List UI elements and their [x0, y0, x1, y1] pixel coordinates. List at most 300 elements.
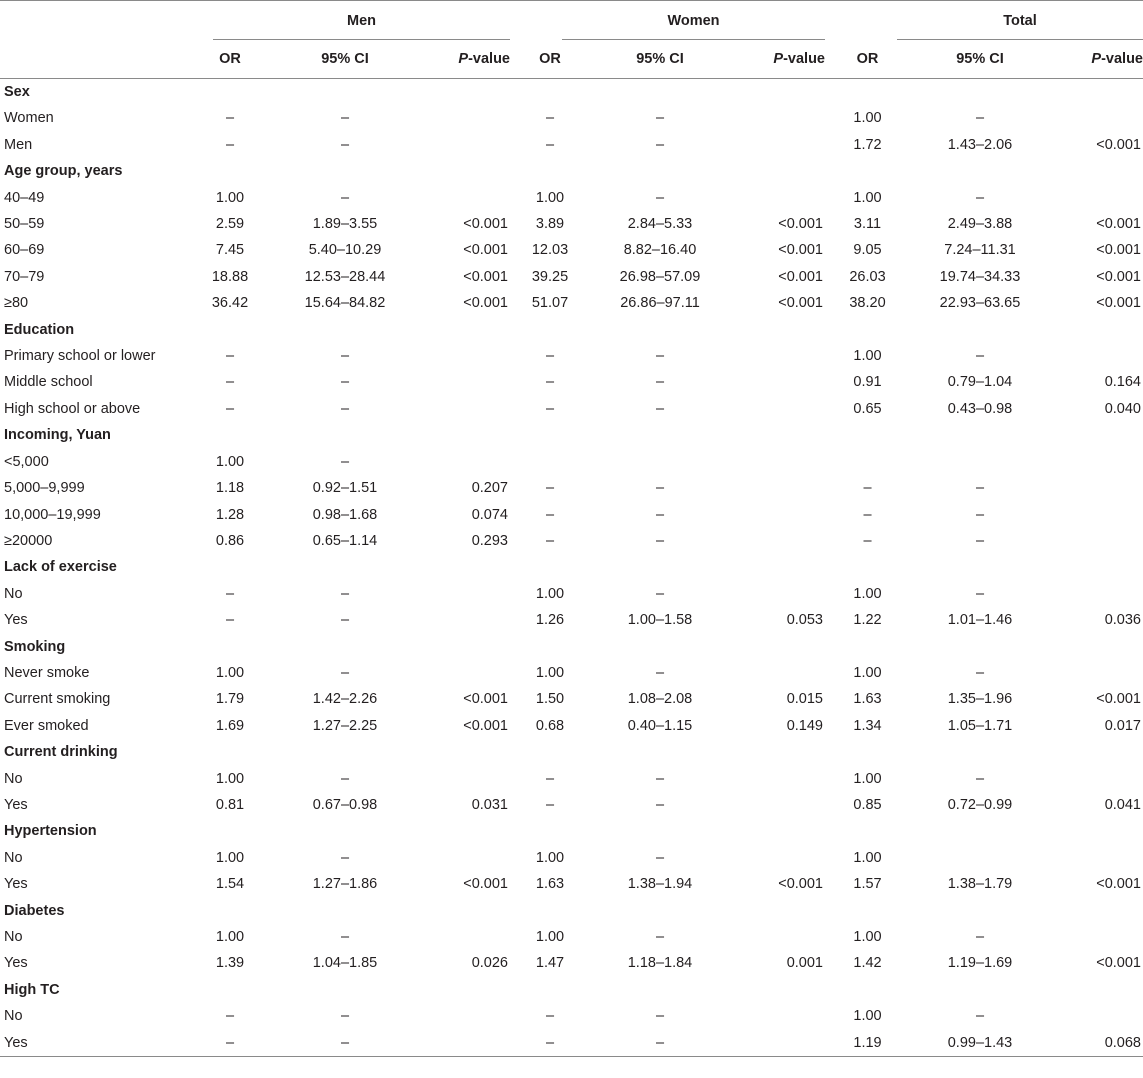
or-value: 1.00 [535, 664, 565, 681]
or-value: 1.00 [853, 110, 882, 127]
p-value [1050, 924, 1143, 950]
empty-cell [730, 158, 825, 184]
empty-cell [825, 422, 910, 448]
empty-cell [415, 422, 510, 448]
row-label: No [4, 1008, 23, 1025]
row-label: Men [4, 136, 33, 153]
table-row [0, 607, 1143, 633]
p-value [415, 449, 510, 475]
row-label: 50–59 [4, 216, 45, 233]
section-label: Diabetes [4, 902, 65, 919]
empty-cell [1050, 554, 1143, 580]
section-row [0, 739, 1143, 765]
header-ci: 95% CI [275, 40, 415, 79]
row-label: Yes [4, 612, 28, 629]
p-value [415, 369, 510, 395]
ci-value: – [655, 585, 665, 602]
empty-cell [275, 818, 415, 844]
section-label: Current drinking [4, 744, 118, 761]
section-label: Age group, years [4, 163, 123, 180]
p-value: <0.001 [1096, 691, 1141, 708]
ci-value [910, 449, 1050, 475]
row-label: Middle school [4, 374, 93, 391]
ci-value: – [340, 348, 350, 365]
p-value [415, 845, 510, 871]
table-row [0, 924, 1143, 950]
ci-value: – [975, 348, 985, 365]
ci-value: – [975, 770, 985, 787]
or-value: 1.50 [535, 691, 565, 708]
ci-value: 0.99–1.43 [910, 1030, 1050, 1057]
header-or: OR [825, 40, 910, 79]
p-value: 0.036 [1104, 612, 1141, 629]
ci-value: 2.84–5.33 [627, 216, 693, 233]
or-value: – [545, 1008, 555, 1025]
empty-cell [1050, 634, 1143, 660]
ci-value: – [340, 1008, 350, 1025]
row-label: No [4, 929, 23, 945]
p-value: 0.026 [471, 955, 508, 972]
table-row [0, 502, 1143, 528]
p-value [415, 607, 510, 633]
empty-cell [510, 422, 590, 448]
ci-value: – [975, 532, 985, 549]
or-value: – [225, 400, 235, 417]
p-value [415, 1003, 510, 1029]
ci-value: – [275, 1030, 415, 1057]
p-value: <0.001 [463, 216, 508, 233]
or-value: 1.28 [215, 506, 245, 523]
p-value: <0.001 [778, 295, 823, 312]
empty-cell [590, 554, 730, 580]
ci-value: 7.24–11.31 [944, 242, 1016, 259]
ci-value: 1.08–2.08 [627, 691, 693, 708]
or-value: 1.34 [853, 717, 882, 734]
ci-value: 5.40–10.29 [308, 242, 382, 259]
or-value: 1.47 [535, 955, 565, 972]
p-value: <0.001 [1096, 242, 1141, 259]
empty-cell [910, 317, 1050, 343]
p-value [415, 924, 510, 950]
p-value [730, 924, 825, 950]
table-row [0, 185, 1143, 211]
p-value: <0.001 [778, 876, 823, 893]
or-value: 1.00 [853, 1008, 882, 1025]
table-row [0, 449, 1143, 475]
or-value: 1.00 [853, 189, 882, 206]
p-value [730, 396, 825, 422]
or-value: 3.89 [535, 216, 565, 233]
p-value [730, 132, 825, 158]
or-value: – [545, 136, 555, 153]
p-value [730, 449, 825, 475]
or-value: – [510, 1030, 590, 1057]
or-value: 1.39 [215, 955, 245, 972]
ci-value: – [655, 374, 665, 391]
or-value: 38.20 [849, 295, 886, 312]
empty-cell [910, 898, 1050, 924]
p-value: 0.041 [1104, 796, 1141, 813]
or-value: 1.69 [215, 717, 245, 734]
or-value: – [863, 480, 872, 497]
or-value: – [545, 110, 555, 127]
empty-cell [1050, 79, 1143, 106]
empty-cell [415, 977, 510, 1003]
header-ci: 95% CI [590, 40, 730, 79]
p-value [730, 343, 825, 369]
ci-value: – [655, 480, 665, 497]
p-value [1050, 475, 1143, 501]
empty-cell [510, 79, 590, 106]
or-value: 26.03 [849, 268, 886, 285]
empty-cell [825, 739, 910, 765]
p-value: <0.001 [1096, 876, 1141, 893]
empty-cell [275, 977, 415, 1003]
ci-value: 1.01–1.46 [947, 612, 1013, 629]
table-row [0, 264, 1143, 290]
section-row [0, 317, 1143, 343]
empty-cell [590, 317, 730, 343]
empty-cell [185, 977, 275, 1003]
or-value: 1.54 [215, 876, 245, 893]
group-header-women: Women [510, 1, 825, 41]
row-label: Yes [0, 1030, 185, 1057]
empty-cell [185, 634, 275, 660]
table-row [0, 713, 1143, 739]
or-value: – [545, 400, 555, 417]
row-label: 60–69 [4, 242, 45, 259]
p-value: 0.031 [471, 796, 508, 813]
p-value: 0.293 [471, 532, 508, 549]
or-value: – [545, 480, 555, 497]
ci-value: – [655, 189, 665, 206]
ci-value: 0.40–1.15 [627, 717, 693, 734]
or-value: 1.00 [853, 664, 882, 681]
empty-cell [510, 898, 590, 924]
header-or: OR [510, 40, 590, 79]
p-value: <0.001 [778, 216, 823, 233]
or-value: – [545, 374, 555, 391]
row-label: ≥80 [4, 295, 29, 312]
ci-value: – [340, 664, 350, 681]
section-label: Lack of exercise [4, 559, 117, 576]
or-value: 0.68 [535, 717, 565, 734]
p-value [730, 660, 825, 686]
or-value: – [225, 348, 235, 365]
empty-cell [590, 422, 730, 448]
empty-cell [415, 158, 510, 184]
ci-value: – [975, 664, 985, 681]
row-label: No [4, 585, 23, 602]
group-header-total: Total [825, 1, 1143, 41]
ci-value: – [655, 770, 665, 787]
empty-cell [1050, 317, 1143, 343]
p-value [415, 105, 510, 131]
ci-value: 1.27–2.25 [312, 717, 378, 734]
or-value: – [545, 770, 555, 787]
empty-cell [510, 818, 590, 844]
or-value: – [545, 506, 555, 523]
empty-cell [415, 317, 510, 343]
p-value [730, 475, 825, 501]
section-row [0, 634, 1143, 660]
empty-cell [730, 317, 825, 343]
p-value: 0.053 [786, 612, 823, 629]
or-value: 1.22 [853, 612, 882, 629]
empty-cell [510, 977, 590, 1003]
row-label: Primary school or lower [4, 348, 156, 365]
or-value: 1.00 [215, 929, 245, 945]
or-value: – [225, 110, 235, 127]
p-value: 0.040 [1104, 400, 1141, 417]
or-value: – [863, 532, 872, 549]
p-value [730, 1003, 825, 1029]
ci-value: – [655, 136, 665, 153]
ci-value: 1.38–1.94 [627, 876, 693, 893]
or-value: 1.00 [853, 770, 882, 787]
p-value [1050, 343, 1143, 369]
p-value: <0.001 [1096, 136, 1141, 153]
p-value [415, 1030, 510, 1057]
empty-cell [415, 739, 510, 765]
empty-cell [730, 818, 825, 844]
p-value [1050, 185, 1143, 211]
ci-value: 1.04–1.85 [312, 955, 378, 972]
empty-cell [275, 158, 415, 184]
empty-cell [825, 977, 910, 1003]
table-row [0, 105, 1143, 131]
or-value [825, 449, 910, 475]
ci-value [590, 449, 730, 475]
ci-value: – [975, 585, 985, 602]
p-value: <0.001 [463, 876, 508, 893]
p-value: 0.001 [786, 955, 823, 972]
p-value [1050, 1003, 1143, 1029]
or-value: 1.00 [215, 770, 245, 787]
ci-value: 0.98–1.68 [312, 506, 378, 523]
section-label: High TC [4, 981, 60, 998]
or-value: 36.42 [211, 295, 249, 312]
empty-cell [910, 634, 1050, 660]
p-value [730, 792, 825, 818]
empty-cell [825, 158, 910, 184]
empty-cell [825, 317, 910, 343]
or-value: 0.91 [853, 374, 882, 391]
p-value: <0.001 [463, 717, 508, 734]
ci-value: 0.65–1.14 [312, 532, 378, 549]
ci-value: – [655, 664, 665, 681]
p-value: <0.001 [1096, 295, 1141, 312]
p-value [415, 185, 510, 211]
empty-cell [825, 898, 910, 924]
header-p: P-value [1050, 40, 1143, 79]
or-value: 1.42 [853, 955, 882, 972]
or-value: 1.57 [853, 876, 882, 893]
ci-value: 26.86–97.11 [620, 295, 700, 312]
p-value [1050, 105, 1143, 131]
ci-value: – [340, 612, 350, 629]
empty-cell [275, 422, 415, 448]
or-value: – [545, 348, 555, 365]
empty-cell [415, 554, 510, 580]
section-row [0, 158, 1143, 184]
header-p: P-value [730, 40, 825, 79]
empty-cell [185, 898, 275, 924]
ci-value: 22.93–63.65 [939, 295, 1021, 312]
row-label: Never smoke [4, 664, 90, 681]
empty-cell [415, 898, 510, 924]
empty-cell [590, 898, 730, 924]
table-row [0, 290, 1143, 316]
empty-cell [510, 554, 590, 580]
or-value: 0.81 [215, 796, 245, 813]
or-value: – [225, 1008, 235, 1025]
or-value: – [863, 506, 872, 523]
ci-value: 1.38–1.79 [947, 876, 1013, 893]
row-label: Current smoking [4, 691, 111, 708]
p-value: <0.001 [463, 268, 508, 285]
table-row [0, 766, 1143, 792]
empty-cell [910, 422, 1050, 448]
empty-cell [510, 158, 590, 184]
or-value: 0.85 [853, 796, 882, 813]
ci-value: 1.27–1.86 [312, 876, 378, 893]
empty-cell [730, 739, 825, 765]
p-value: <0.001 [778, 268, 823, 285]
p-value [415, 396, 510, 422]
row-label: Yes [4, 876, 28, 893]
row-label: Yes [4, 796, 28, 813]
empty-cell [730, 977, 825, 1003]
table-row [0, 660, 1143, 686]
ci-value: – [655, 348, 665, 365]
or-value: 1.00 [535, 189, 565, 206]
table-body [0, 79, 1143, 1057]
ci-value: – [340, 136, 350, 153]
p-value [730, 845, 825, 871]
or-value: 7.45 [215, 242, 245, 259]
or-value: 1.00 [853, 929, 882, 945]
empty-cell [590, 158, 730, 184]
p-value [730, 766, 825, 792]
empty-cell [910, 79, 1050, 106]
or-value [510, 449, 590, 475]
or-value: 3.11 [853, 216, 882, 233]
ci-value: 1.00–1.58 [627, 612, 693, 629]
ci-value: 19.74–34.33 [939, 268, 1021, 285]
empty-cell [910, 977, 1050, 1003]
table-row [0, 396, 1143, 422]
ci-value: – [655, 796, 665, 813]
p-value [415, 766, 510, 792]
p-value [730, 185, 825, 211]
or-value: 1.00 [853, 849, 882, 866]
ci-value [910, 845, 1050, 871]
ci-value: – [975, 1008, 985, 1025]
ci-value: – [975, 929, 985, 945]
empty-cell [275, 554, 415, 580]
table-row [0, 237, 1143, 263]
subheader-row [0, 40, 1143, 79]
section-label: Education [4, 321, 75, 338]
or-value: 1.00 [215, 453, 245, 470]
empty-cell [510, 634, 590, 660]
p-value: 0.068 [1050, 1030, 1143, 1057]
or-value: 1.79 [215, 691, 245, 708]
ci-value: – [340, 453, 350, 470]
empty-cell [730, 554, 825, 580]
row-label: Ever smoked [4, 717, 89, 734]
section-row [0, 898, 1143, 924]
ci-value: – [340, 849, 350, 866]
or-value: 1.26 [535, 612, 565, 629]
ci-value: 8.82–16.40 [623, 242, 697, 259]
empty-cell [510, 739, 590, 765]
ci-value: – [655, 849, 665, 866]
row-label: High school or above [4, 400, 141, 417]
ci-value: – [655, 1008, 665, 1025]
p-value [730, 105, 825, 131]
or-value: 12.03 [531, 242, 569, 259]
table-row [0, 343, 1143, 369]
empty-cell [730, 79, 825, 106]
empty-cell [910, 739, 1050, 765]
empty-cell [185, 79, 275, 106]
section-label: Sex [4, 84, 30, 100]
p-value: 0.207 [471, 480, 508, 497]
empty-cell [185, 818, 275, 844]
p-value: <0.001 [1096, 216, 1141, 233]
p-value [1050, 660, 1143, 686]
p-value [1050, 502, 1143, 528]
empty-cell [1050, 739, 1143, 765]
table-row [0, 1003, 1143, 1029]
section-row [0, 977, 1143, 1003]
ci-value: 1.19–1.69 [947, 955, 1013, 972]
row-label: 5,000–9,999 [4, 480, 85, 497]
or-value: 1.18 [215, 480, 245, 497]
empty-cell [590, 977, 730, 1003]
table-row [0, 528, 1143, 554]
or-value: 1.00 [215, 664, 245, 681]
table-row [0, 475, 1143, 501]
or-value: 1.00 [535, 929, 565, 945]
empty-cell [590, 739, 730, 765]
empty-cell [185, 158, 275, 184]
ci-value: – [340, 929, 350, 945]
ci-value: – [340, 770, 350, 787]
row-label: Women [4, 110, 54, 127]
or-value: – [545, 532, 555, 549]
row-label: 40–49 [4, 189, 45, 206]
or-value: 1.63 [535, 876, 565, 893]
ci-value: – [340, 110, 350, 127]
ci-value: 0.67–0.98 [312, 796, 378, 813]
empty-cell [275, 739, 415, 765]
empty-cell [185, 739, 275, 765]
table-row [0, 950, 1143, 976]
ci-value: – [655, 532, 665, 549]
ci-value: 12.53–28.44 [304, 268, 386, 285]
ci-value: – [975, 480, 985, 497]
empty-cell [1050, 158, 1143, 184]
ci-value: – [340, 400, 350, 417]
or-value: 2.59 [215, 216, 245, 233]
p-value [415, 343, 510, 369]
ci-value: 1.43–2.06 [947, 136, 1013, 153]
table-row [0, 845, 1143, 871]
ci-value: 15.64–84.82 [304, 295, 386, 312]
